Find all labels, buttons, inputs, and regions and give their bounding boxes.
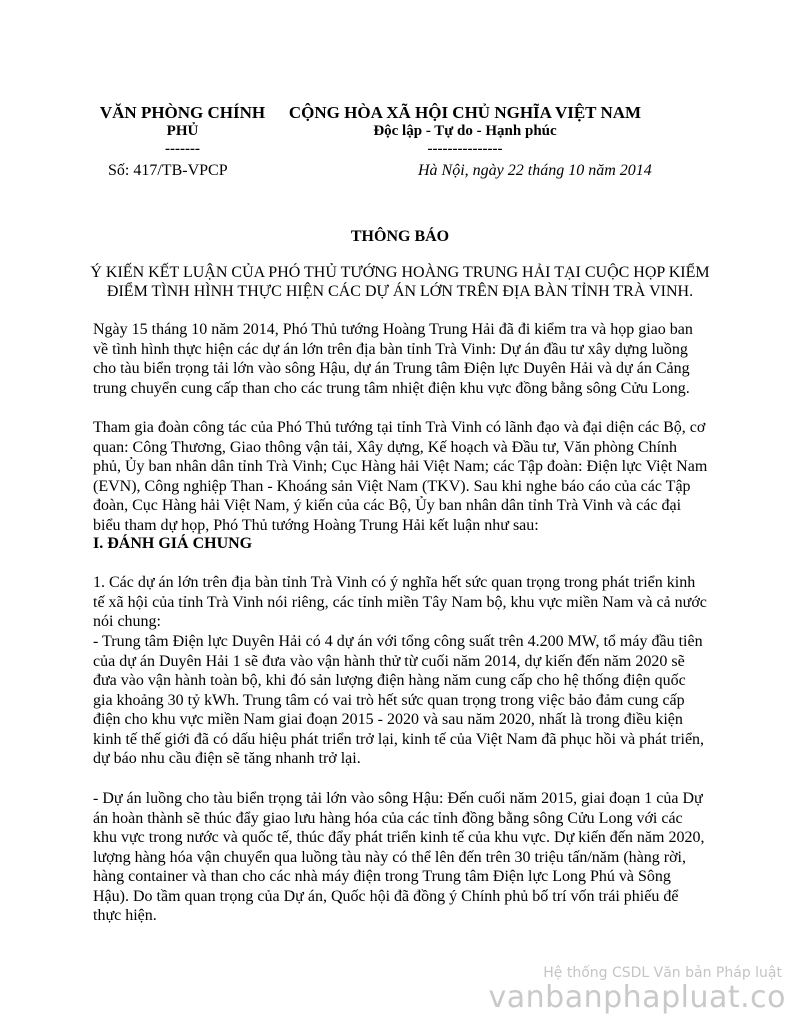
national-title: CỘNG HÒA XÃ HỘI CHỦ NGHĨA VIỆT NAM: [288, 103, 642, 122]
paragraph-intro: Ngày 15 tháng 10 năm 2014, Phó Thủ tướng Hoàng Trung Hải đã đi kiểm tra và họp giao ban về tình hình thực hiện các dự án lớn trên địa bàn tỉnh Trà Vinh: Dự án đầu tư xây dựng luồng cho tàu biển trọng tải lớn vào sông Hậu, dự án Trung tâm Điện lực Duyên Hải và dự án Cảng trung chuyển cung cấp than cho các trung tâm nhiệt điện khu vực đồng bằng sông Cửu Long.: [93, 321, 693, 397]
section-heading: I. ĐÁNH GIÁ CHUNG: [93, 535, 253, 552]
place-and-date: Hà Nội, ngày 22 tháng 10 năm 2014: [418, 162, 652, 179]
agency-divider: -------: [165, 141, 200, 157]
agency-name-line2: PHỦ: [166, 123, 199, 139]
paragraph-channel-project: - Dự án luồng cho tàu biển trọng tải lớn vào sông Hậu: Đến cuối năm 2015, giai đoạn 1 của Dự án hoàn thành sẽ thúc đẩy giao lưu hàng hóa của các tỉnh đồng bằng sông Cửu Long với các khu vực trong nước và quốc tế, thúc đẩy phát triển kinh tế của khu vực. Dự kiến đến năm 2020, lượng hàng hóa vận chuyển qua luồng tàu này có thể lên đến trên 30 triệu tấn/năm (hàng rời, hàng container và than cho các nhà máy điện trong Trung tâm Điện lực Long Phú và Sông Hậu). Do tầm quan trọng của Dự án, Quốc hội đã đồng ý Chính phủ bố trí vốn trái phiếu để thực hiện.: [93, 790, 705, 924]
national-header: [285, 103, 645, 157]
national-divider: ---------------: [427, 141, 503, 157]
watermark-domain: vanbanphapluat.co: [488, 980, 786, 1015]
paragraph-assessment: 1. Các dự án lớn trên địa bàn tỉnh Trà Vinh có ý nghĩa hết sức quan trọng trong phát triển kinh tế xã hội của tỉnh Trà Vinh nói riêng, các tỉnh miền Tây Nam bộ, khu vực miền Nam và cả nước nói chung:: [93, 574, 707, 630]
watermark-caption: Hệ thống CSDL Văn bản Pháp luật: [543, 965, 782, 981]
document-title: THÔNG BÁO: [350, 228, 450, 245]
document-number: Số: 417/TB-VPCP: [108, 162, 228, 179]
issuing-agency-header: [90, 103, 275, 157]
agency-name-line1: VĂN PHÒNG CHÍNH: [99, 103, 266, 122]
paragraph-power-center: - Trung tâm Điện lực Duyên Hải có 4 dự án với tổng công suất trên 4.200 MW, tổ máy đầu tiên của dự án Duyên Hải 1 sẽ đưa vào vận hành thử từ cuối năm 2014, dự kiến đến năm 2020 sẽ đưa vào vận hành toàn bộ, khi đó sản lượng điện hàng năm cung cấp cho hệ thống điện quốc gia khoảng 30 tỷ kWh. Trung tâm có vai trò hết sức quan trọng trong việc bảo đảm cung cấp điện cho khu vực miền Nam giai đoạn 2015 - 2020 và sau năm 2020, nhất là trong điều kiện kinh tế thế giới đã có dấu hiệu phát triển trở lại, kinh tế của Việt Nam đã phục hồi và phát triển, dự báo nhu cầu điện sẽ tăng nhanh trở lại.: [93, 633, 705, 767]
paragraph-participants: Tham gia đoàn công tác của Phó Thủ tướng tại tỉnh Trà Vinh có lãnh đạo và đại diện các Bộ, cơ quan: Công Thương, Giao thông vận tải, Xây dựng, Kế hoạch và Đầu tư, Văn phòng Chính phủ, Ủy ban nhân dân tỉnh Trà Vinh; Cục Hàng hải Việt Nam; các Tập đoàn: Điện lực Việt Nam (EVN), Công nghiệp Than - Khoáng sản Việt Nam (TKV). Sau khi nghe báo cáo của các Tập đoàn, Cục Hàng hải Việt Nam, ý kiến của các Bộ, Ủy ban nhân dân tỉnh Trà Vinh và các đại biểu tham dự họp, Phó Thủ tướng Hoàng Trung Hải kết luận như sau:: [93, 419, 708, 534]
document-subtitle: Ý KIẾN KẾT LUẬN CỦA PHÓ THỦ TƯỚNG HOÀNG TRUNG HẢI TẠI CUỘC HỌP KIỂM ĐIỂM TÌNH HÌNH THỰC HIỆN CÁC DỰ ÁN LỚN TRÊN ĐỊA BÀN TỈNH TRÀ VINH.: [90, 264, 710, 300]
national-motto: Độc lập - Tự do - Hạnh phúc: [373, 123, 557, 139]
